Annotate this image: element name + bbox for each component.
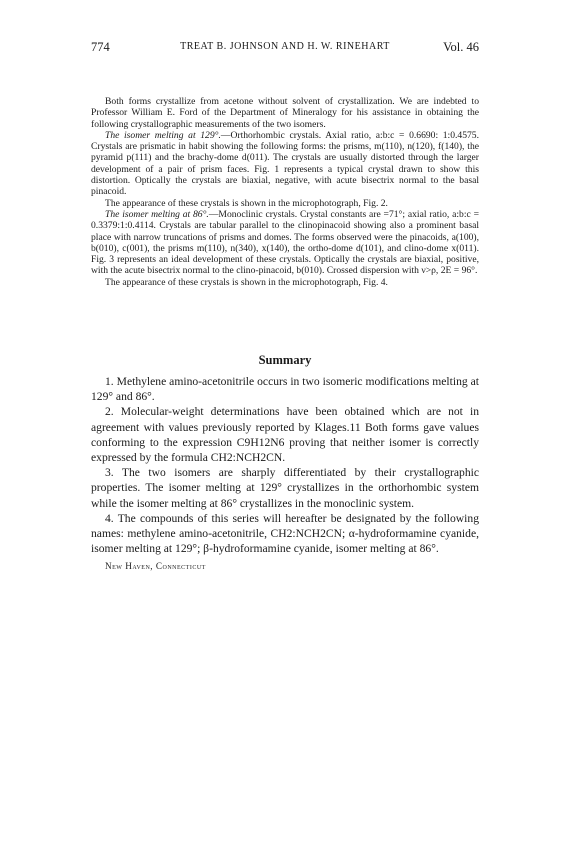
summary-item: 2. Molecular-weight determinations have been obtained which are not in agreement with values previously reported by Klages.11 Both forms gave values conforming to the expression C9H12N6 proving that neither isomer is correctly expressed by the formula CH2:NCH2CN.	[91, 405, 479, 465]
page-header	[91, 40, 479, 56]
volume-label: Vol. 46	[443, 40, 479, 54]
isomer-129-paragraph	[91, 130, 479, 198]
institution-location: New Haven, Connecticut	[105, 561, 206, 572]
summary-item: 4. The compounds of this series will hereafter be designated by the following names: methylene amino-acetonitrile, CH2:NCH2CN; α-hydroformamine cyanide, isomer melting at 129°; β-hydroformamine cyanide, isomer melting at 86°.	[91, 511, 479, 556]
isomer-86-lead: The isomer melting at 86°.	[105, 208, 209, 220]
page-number: 774	[91, 40, 110, 54]
summary-heading: Summary	[258, 353, 312, 367]
fig4-paragraph: The appearance of these crystals is shown in the microphotograph, Fig. 4.	[105, 276, 388, 288]
summary-item: 1. Methylene amino-acetonitrile occurs in two isomeric modifications melting at 129° and 86°.	[91, 375, 479, 404]
crystallography-section	[91, 96, 479, 288]
summary-section	[91, 353, 479, 575]
isomer-86-text: —Monoclinic crystals. Crystal constants are =71°; axial ratio, a:b:c = 0.3379:1:0.4114. Crystals are tabular parallel to the clinopinacoid showing also a prominent basal place with narrow truncations of prisms and domes. The forms observed were the pinacoids, a(100), b(010), c(001), the prisms m(110), n(340), x(140), the ortho-dome d(101), and clino-dome x(011). Fig. 3 represents an ideal development of these crystals. Optically the crystals are biaxial, positive, with the acute bisectrix normal to the clino-pinacoid, b(010). Crossed dispersion with ν>ρ, 2E = 96°.	[91, 208, 479, 277]
isomer-129-lead: The isomer melting at 129°.	[105, 129, 221, 141]
running-head: TREAT B. JOHNSON AND H. W. RINEHART	[180, 41, 390, 52]
isomer-129-text: —Orthorhombic crystals. Axial ratio, a:b:c = 0.6690: 1:0.4575. Crystals are prismatic in habit showing the following forms: the prisms, m(110), n(120), f(140), the pyramid p(111) and the brachy-dome d(011). The crystals are usually distorted through the larger development of a pair of prism faces. Fig. 1 represents a typical crystal drawn to show this distortion. Optically the crystals are biaxial, negative, with acute bisectrix normal to the basal pinacoid.	[91, 129, 479, 198]
acknowledgement-paragraph: Both forms crystallize from acetone without solvent of crystallization. We are indebted to Professor William E. Ford of the Department of Mineralogy for his assistance in obtaining the following crystallographic measurements of the two isomers.	[91, 96, 479, 130]
summary-item: 3. The two isomers are sharply differentiated by their crystallographic properties. The isomer melting at 129° crystallizes in the orthorhombic system while the isomer melting at 86° crystallizes in the monoclinic system.	[91, 466, 479, 510]
isomer-86-paragraph	[91, 209, 479, 277]
fig2-paragraph: The appearance of these crystals is shown in the microphotograph, Fig. 2.	[105, 197, 388, 209]
